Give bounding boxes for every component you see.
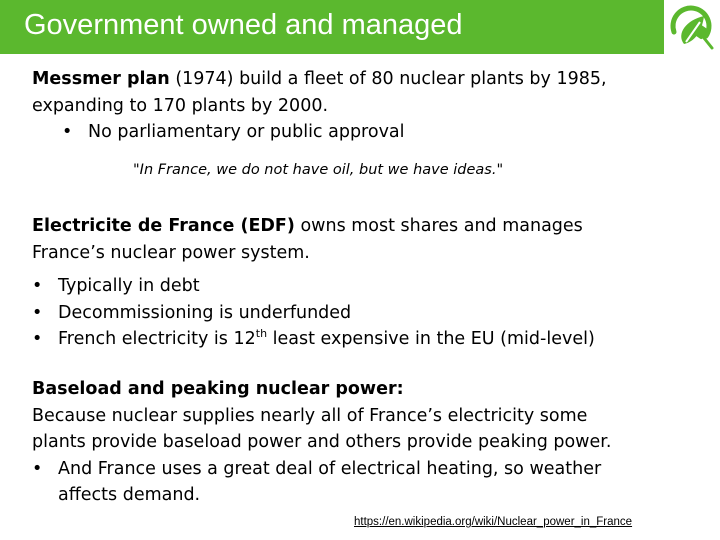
bullet-dot-icon: • — [62, 122, 73, 142]
baseload-paragraph — [32, 376, 611, 509]
baseload-line2: plants provide baseload power and others provide peaking power. — [32, 432, 612, 452]
edf-paragraph — [32, 213, 583, 266]
edf-bold: Electricite de France (EDF) — [32, 216, 295, 236]
bullet-dot-icon: • — [32, 276, 43, 296]
leaf-plug-icon — [666, 2, 718, 52]
sub-bullet-item — [32, 119, 607, 146]
list-item-continuation: affects demand. — [58, 485, 201, 505]
messmer-plan-line2: expanding to 170 plants by 2000. — [32, 95, 329, 116]
list-item — [32, 300, 595, 327]
ordinal-suffix: th — [255, 327, 268, 341]
messmer-plan-rest: (1974) build a fleet of 80 nuclear plants by 1985, — [169, 69, 607, 89]
edf-line2: France’s nuclear power system. — [32, 242, 310, 263]
slide-title: Government owned and managed — [24, 9, 463, 41]
bullet-dot-icon: • — [32, 458, 43, 479]
list-item-text-rest: least expensive in the EU (mid-level) — [267, 329, 595, 349]
title-bar — [0, 0, 720, 54]
list-item — [32, 273, 595, 300]
bullet-dot-icon: • — [32, 302, 43, 323]
logo-container — [664, 0, 720, 54]
list-item — [32, 326, 595, 353]
baseload-heading: Baseload and peaking nuclear power: — [32, 379, 404, 399]
messmer-plan-paragraph — [32, 66, 607, 146]
list-item-text: Decommissioning is underfunded — [58, 302, 352, 323]
messmer-plan-bold: Messmer plan — [32, 69, 170, 89]
edf-bullet-list — [32, 273, 595, 353]
quote-text: "In France, we do not have oil, but we have ideas." — [133, 162, 504, 178]
baseload-line1: Because nuclear supplies nearly all of France’s electricity some — [32, 405, 588, 426]
source-link[interactable]: https://en.wikipedia.org/wiki/Nuclear_power_in_France — [354, 516, 633, 528]
list-item-text: And France uses a great deal of electrical heating, so weather — [58, 458, 602, 479]
bullet-dot-icon: • — [32, 329, 43, 349]
list-item-text: French electricity is 12 — [58, 329, 256, 349]
list-item — [32, 456, 611, 483]
sub-bullet-text: No parliamentary or public approval — [88, 122, 405, 142]
list-item-text: Typically in debt — [58, 276, 200, 296]
edf-rest: owns most shares and manages — [294, 216, 583, 236]
